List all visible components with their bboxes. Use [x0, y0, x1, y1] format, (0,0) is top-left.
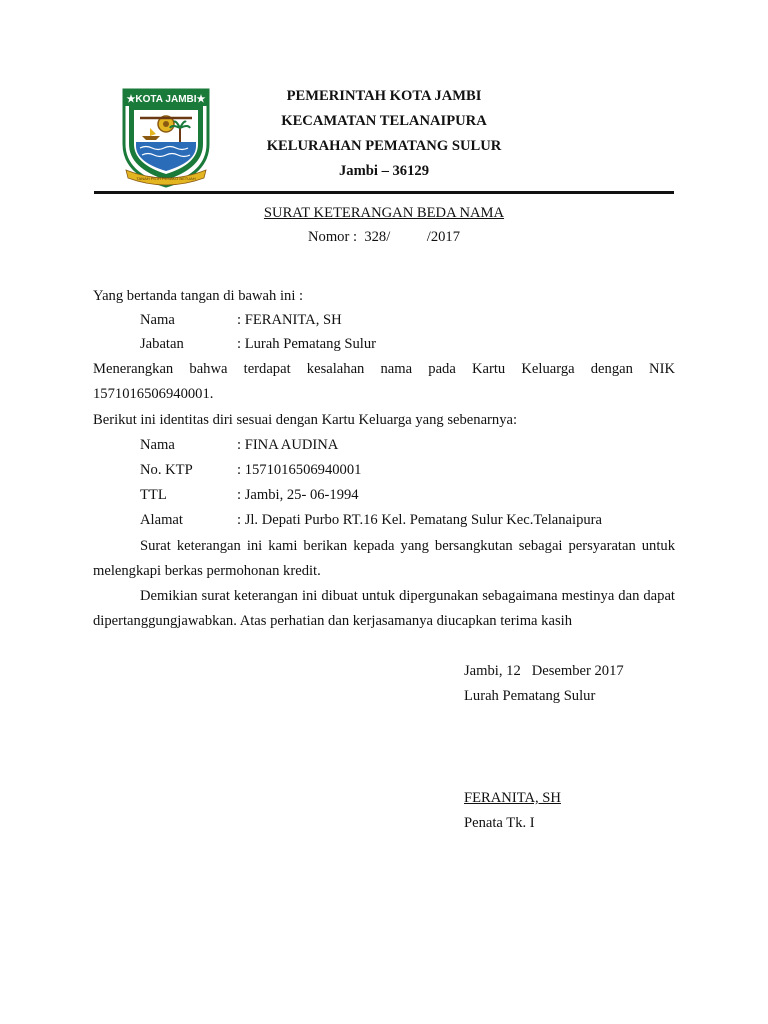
identity-name-value: : FINA AUDINA: [237, 437, 339, 453]
signature-place-date: Jambi, 12 Desember 2017: [464, 663, 624, 679]
statement-paragraph: Menerangkan bahwa terdapat kesalahan nama pada Kartu Keluarga dengan NIK 1571016506940001.: [93, 361, 675, 402]
identity-ktp-label: No. KTP: [140, 462, 193, 478]
signature-position: Lurah Pematang Sulur: [464, 688, 596, 704]
closing-paragraph: Demikian surat keterangan ini dibuat untuk dipergunakan sebagaimana mestinya dan dapat dipertanggungjawabkan. Atas perhatian dan kerjasamanya diucapkan terima kasih: [93, 588, 675, 629]
letter-title: SURAT KETERANGAN BEDA NAMA: [263, 205, 505, 221]
identity-ttl-value: : Jambi, 25- 06-1994: [237, 487, 359, 503]
identity-address-label: Alamat: [140, 512, 183, 528]
kota-jambi-emblem: [118, 82, 214, 188]
signature-rank: Penata Tk. I: [464, 815, 535, 831]
header-district: KECAMATAN TELANAIPURA: [281, 113, 487, 129]
signature-name: FERANITA, SH: [464, 790, 561, 806]
identity-address-value: : Jl. Depati Purbo RT.16 Kel. Pematang Sulur Kec.Telanaipura: [237, 512, 603, 528]
signer-position-label: Jabatan: [140, 336, 184, 352]
header-village: KELURAHAN PEMATANG SULUR: [266, 138, 502, 154]
signer-name-value: : FERANITA, SH: [237, 312, 342, 328]
signer-position-value: : Lurah Pematang Sulur: [237, 336, 377, 352]
signer-name-label: Nama: [140, 312, 175, 328]
letter-intro: Yang bertanda tangan di bawah ini :: [93, 288, 304, 304]
emblem-banner-text: ★KOTA JAMBI★: [126, 94, 206, 105]
header-divider: [94, 191, 674, 194]
header-government: PEMERINTAH KOTA JAMBI: [286, 88, 482, 104]
identity-ktp-value: : 1571016506940001: [237, 462, 362, 478]
identity-intro: Berikut ini identitas diri sesuai dengan Kartu Keluarga yang sebenarnya:: [93, 412, 518, 428]
header-postal: Jambi – 36129: [339, 163, 429, 179]
purpose-paragraph: Surat keterangan ini kami berikan kepada yang bersangkutan sebagai persyaratan untuk melengkapi berkas permohonan kredit.: [93, 538, 675, 579]
identity-name-label: Nama: [140, 437, 175, 453]
identity-ttl-label: TTL: [140, 487, 167, 503]
emblem-ribbon-text: TANAH PILIH PESAKO BETUAH: [136, 176, 196, 181]
letter-number: Nomor : 328/ /2017: [307, 229, 461, 245]
